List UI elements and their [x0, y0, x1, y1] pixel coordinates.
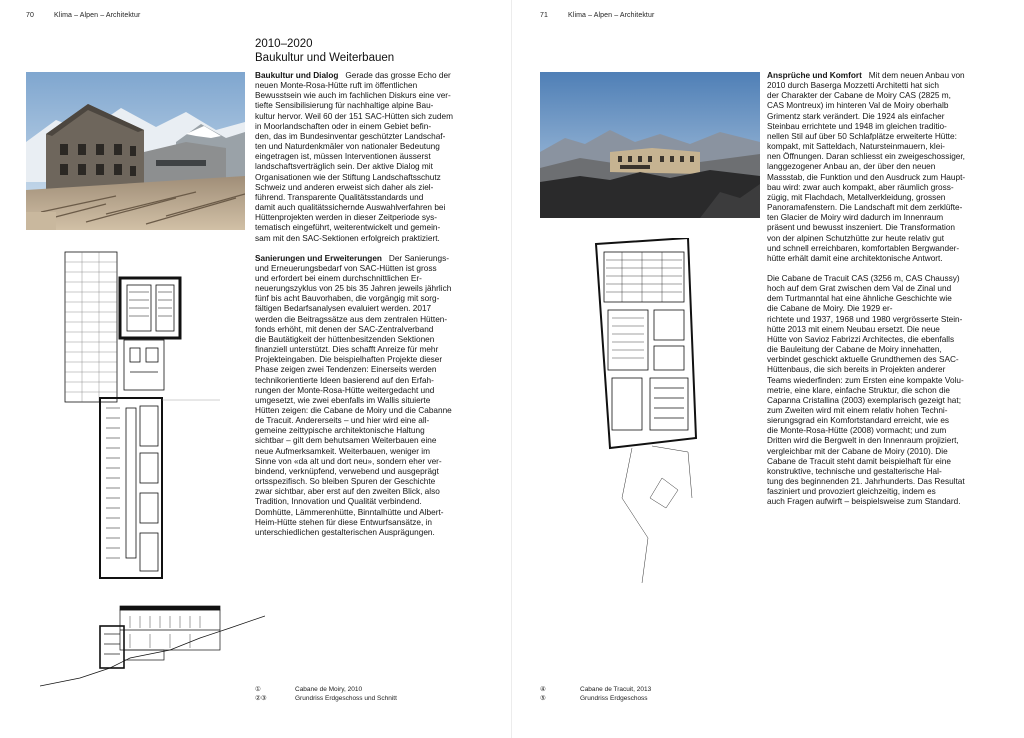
text-line: Cabane de Tracuit steht damit beispielhaft für eine — [767, 456, 951, 466]
text-line: richtete und 1937, 1968 und 1980 vergrösserte Stein- — [767, 314, 963, 324]
right-running-head — [540, 12, 654, 19]
text-line: fünf bis acht Bauvorhaben, die vorgängig mit sorg- — [255, 294, 440, 304]
moiry-floor-plan — [60, 248, 232, 583]
text-line: Grimentz stark verändert. Die 1924 als einfacher — [767, 111, 945, 121]
text-line: Mit dem neuen Anbau von — [868, 71, 965, 80]
right-page-number: 71 — [540, 12, 548, 19]
caption-row — [255, 686, 495, 695]
text-line: die Bautätigkeit der hüttenbesitzenden Sektionen — [255, 334, 435, 344]
text-line: de Tracuit. Andererseits – und hier wird eine all- — [255, 416, 430, 426]
text-line: technikorientierte Ideen basierend auf den Erfah- — [255, 375, 434, 385]
right-captions — [540, 686, 780, 703]
caption-row — [540, 686, 780, 695]
text-line: unterschiedlichen gestalterischen Ausprägungen. — [255, 527, 435, 537]
text-line: hütte 2013 mit einem Neubau ersetzt. Die neue — [767, 324, 940, 334]
section-heading — [255, 37, 394, 65]
text-line: Massstab, die Funktion und den Ausdruck zum Haupt- — [767, 172, 966, 182]
text-line: tung des beginnenden 21. Jahrhunderts. Das Resultat — [767, 477, 965, 487]
text-line: langgezogener Anbau an, der über den neuen — [767, 162, 936, 172]
left-captions — [255, 686, 495, 703]
text-line: Projekteingaben. Die beispielhaften Projekte dieser — [255, 355, 443, 365]
text-line: nen Öffnungen. Daran schliesst ein zweigeschossiger, — [767, 152, 965, 162]
caption-marker: ②③ — [255, 694, 267, 702]
text-line: fonds erhöht, mit denen der SAC-Zentralverband — [255, 324, 434, 334]
text-line: Domhütte, Lämmerenhütte, Binntalhütte und Albert- — [255, 507, 444, 517]
text-line: konstruktive, technische und gestalterische Hal- — [767, 466, 942, 476]
caption-text: Grundriss Erdgeschoss und Schnitt — [295, 694, 397, 702]
text-line: tiefte Sensibilisierung für nachhaltige alpine Bau- — [255, 101, 434, 111]
text-line: landschaftsverträglich sein. Der aktive Dialog mit — [255, 162, 433, 172]
text-line: und erfordert bei einem durchschnittlichen Er- — [255, 273, 422, 283]
text-line: Tradition, Innovation und Qualität verbindend. — [255, 497, 422, 507]
text-line: Capanna Cristallina (2003) exemplarisch gezeigt hat; — [767, 395, 961, 405]
right-text-column — [767, 71, 1007, 518]
text-line: Teams wiederfinden: zum Ersten eine kompakte Volu- — [767, 375, 964, 385]
text-line: zügig, mit Flachdach, Metallverkleidung, grossen — [767, 192, 946, 202]
text-line: Panoramafenstern. Die Landschaft mit dem zerklüfte- — [767, 203, 963, 213]
text-line: Dritten wird die Bergwelt in den Innenraum projiziert, — [767, 436, 959, 446]
text-line: Steinbau errichtete und 1948 im gleichen traditio- — [767, 121, 947, 131]
text-line: CAS Montreux) im hinteren Val de Moiry oberhalb — [767, 101, 949, 111]
text-line: zum Zweiten wird mit einem relativ hohen Techni- — [767, 406, 948, 415]
caption-text: Cabane de Moiry, 2010 — [295, 686, 363, 693]
text-line: und Erneuerungsbedarf von SAC-Hütten ist gross — [255, 263, 437, 273]
text-line: Organisationen wie der Stiftung Landschaftsschutz — [255, 172, 441, 182]
paragraph-sanierungen — [255, 254, 495, 538]
left-text-column — [255, 71, 495, 548]
text-line: in Moorlandschaften oder in einem Gebiet befin- — [255, 121, 432, 131]
text-line: tematisch eingeführt, weiterentwickelt und gemein- — [255, 223, 441, 233]
text-line: bindend, verknüpfend, verwebend und ausgeprägt — [255, 466, 439, 476]
text-line: 2010 durch Baserga Mozzetti Architetti hat sich — [767, 81, 939, 91]
section-period: 2010–2020 — [255, 38, 313, 50]
text-line: dem Turtmanntal hat eine ähnliche Geschichte wie — [767, 294, 952, 304]
text-line: Bewusstsein wie auch im fachlichen Diskurs eine ver- — [255, 91, 451, 101]
text-line: gemeine zeittypische architektonische Haltung — [255, 426, 425, 436]
text-line: zwar sichtbar, aber erst auf den zweiten Blick, also — [255, 487, 440, 497]
text-line: auch Fragen aufwirft – beispielsweise zum Standard. — [767, 497, 961, 507]
text-line: Heim-Hütte stehen für diese Entwurfsansätze, in — [255, 517, 433, 527]
text-line: metrie, eine klare, einfache Struktur, die schon die — [767, 385, 950, 395]
text-line: führend. Transparente Qualitätsstandards und — [255, 192, 424, 202]
paragraph-baukultur — [255, 71, 495, 244]
text-line: Hütten zeigen: die Cabane de Moiry und die Cabanne — [255, 406, 452, 415]
text-line: kultur hervor. Weil 60 der 151 SAC-Hütten sich zudem — [255, 111, 453, 121]
left-running-title: Klima – Alpen – Architektur — [54, 12, 141, 19]
text-line: umgesetzt, wie zwei ebenfalls im Wallis situierte — [255, 395, 431, 405]
text-line: ten und Naturdenkmäler von nationaler Bedeutung — [255, 142, 440, 152]
text-line: die Cabane de Moiry. Die 1929 er- — [767, 304, 893, 314]
text-line: Sinne von «da alt und dort neu», sondern eher ver- — [255, 456, 442, 466]
text-line: Die Cabane de Tracuit CAS (3256 m, CAS Chaussy) — [767, 273, 960, 283]
paragraph-ansprueche — [767, 71, 1007, 264]
text-line: präsent und bewusst inszeniert. Die Transformation — [767, 223, 956, 233]
text-line: neuen Monte-Rosa-Hütte ruft im öffentlichen — [255, 81, 418, 91]
text-line: nellen Stil auf über 50 Schlafplätze erweiterte Hütte: — [767, 131, 957, 141]
text-line: neuerungszyklus von 25 bis 35 Jahren jeweils jährlich — [255, 284, 452, 294]
moiry-photo — [26, 72, 245, 230]
caption-marker: ⑤ — [540, 694, 546, 702]
mountain-photo-icon — [26, 72, 245, 230]
text-line: Hüttenprojekten werden in dieser Zeitperiode sys- — [255, 213, 438, 223]
text-line: ten Glacier de Moiry wird dadurch im Innenraum — [767, 213, 944, 223]
floor-plan-drawing-icon — [60, 248, 232, 583]
caption-marker: ④ — [540, 686, 546, 693]
text-line: und schnell erreichbaren, komfortablen Bergwander- — [767, 243, 960, 253]
text-line: Gerade das grosse Echo der — [345, 71, 451, 80]
text-line: die Monte-Rosa-Hütte (2008) vormacht; und zum — [767, 426, 947, 436]
lead-ansprueche: Ansprüche und Komfort — [767, 71, 862, 80]
text-line: hütte erhält damit eine architektonische Antwort. — [767, 253, 943, 263]
text-line: ortsspezifisch. So bleiben Spuren der Geschichte — [255, 477, 436, 487]
text-line: Der Sanierungs- — [388, 253, 449, 263]
text-line: bau wird: zwar auch kompakt, aber räumlich gross- — [767, 182, 954, 192]
text-line: den, das im Bundesinventar geschützter Landschaf- — [255, 131, 446, 141]
text-line: sierungsgrad ein Komfortstandard erreicht, wie es — [767, 416, 950, 426]
caption-marker: ① — [255, 686, 261, 693]
section-drawing-icon — [40, 598, 265, 690]
text-line: von der alpinen Schutzhütte zur heute relativ gut — [767, 233, 945, 243]
floor-plan-drawing-icon — [592, 238, 702, 583]
tracuit-photo — [540, 72, 760, 218]
text-line: verbindet geschickt aktuelle Grundthemen des SAC- — [767, 355, 959, 365]
text-line: damit auch qualitätssichernde Auswahlverfahren bei — [255, 203, 446, 213]
text-line: sichtbar – gilt dem behutsamen Weiterbauen eine — [255, 436, 437, 446]
tracuit-floor-plan — [592, 238, 702, 583]
paragraph-tracuit — [767, 274, 1007, 508]
text-line: fasziniert und provoziert gleichzeitig, indem es — [767, 487, 936, 497]
text-line: hoch auf dem Grat zwischen dem Val de Zinal und — [767, 284, 952, 294]
text-line: Hütte von Savioz Fabrizzi Architectes, die ebenfalls — [767, 334, 955, 344]
caption-text: Cabane de Tracuit, 2013 — [580, 686, 652, 693]
text-line: rungen der Monte-Rosa-Hütte weitergedacht und — [255, 385, 435, 395]
text-line: kompakt, mit Satteldach, Natursteinmauern, klei- — [767, 142, 945, 152]
text-line: eingetragen ist, müssen Interventionen äusserst — [255, 152, 431, 162]
left-page-number: 70 — [26, 12, 34, 19]
text-line: Hüttenbaus, die sich bereits in Projekten anderer — [767, 365, 946, 375]
text-line: Schweiz und anderen erweist sich daher als ziel- — [255, 182, 434, 192]
text-line: fältigen Bedarfsanalysen evaluiert werden. 2017 — [255, 304, 432, 314]
text-line: sam mit den SAC-Sektionen erfolgreich praktiziert. — [255, 233, 440, 243]
caption-row — [540, 695, 780, 704]
mountain-photo-icon — [540, 72, 760, 218]
moiry-section — [40, 598, 265, 690]
text-line: die Bauleitung der Cabane de Moiry innehatten, — [767, 345, 942, 355]
caption-row — [255, 695, 495, 704]
caption-text: Grundriss Erdgeschoss — [580, 694, 648, 702]
right-page — [512, 0, 1024, 738]
text-line: vergleichbar mit der Cabane de Moiry (2010). Die — [767, 446, 948, 456]
text-line: der Charakter der Cabane de Moiry CAS (2825 m, — [767, 91, 951, 101]
text-line: werden die Beitragssätze aus dem zentralen Hütten- — [255, 314, 448, 324]
section-title: Baukultur und Weiterbauen — [255, 52, 395, 64]
lead-baukultur: Baukultur und Dialog — [255, 71, 339, 80]
lead-sanierungen: Sanierungen und Erweiterungen — [255, 253, 382, 263]
text-line: neue Aufmerksamkeit. Weiterbauen, weniger im — [255, 446, 431, 456]
right-running-title: Klima – Alpen – Architektur — [568, 12, 655, 19]
left-running-head — [26, 12, 140, 19]
text-line: Phase zeigen zwei Tendenzen: Einerseits werden — [255, 365, 437, 375]
text-line: finanziell unterstützt. Dies schafft Anreize für mehr — [255, 345, 439, 355]
